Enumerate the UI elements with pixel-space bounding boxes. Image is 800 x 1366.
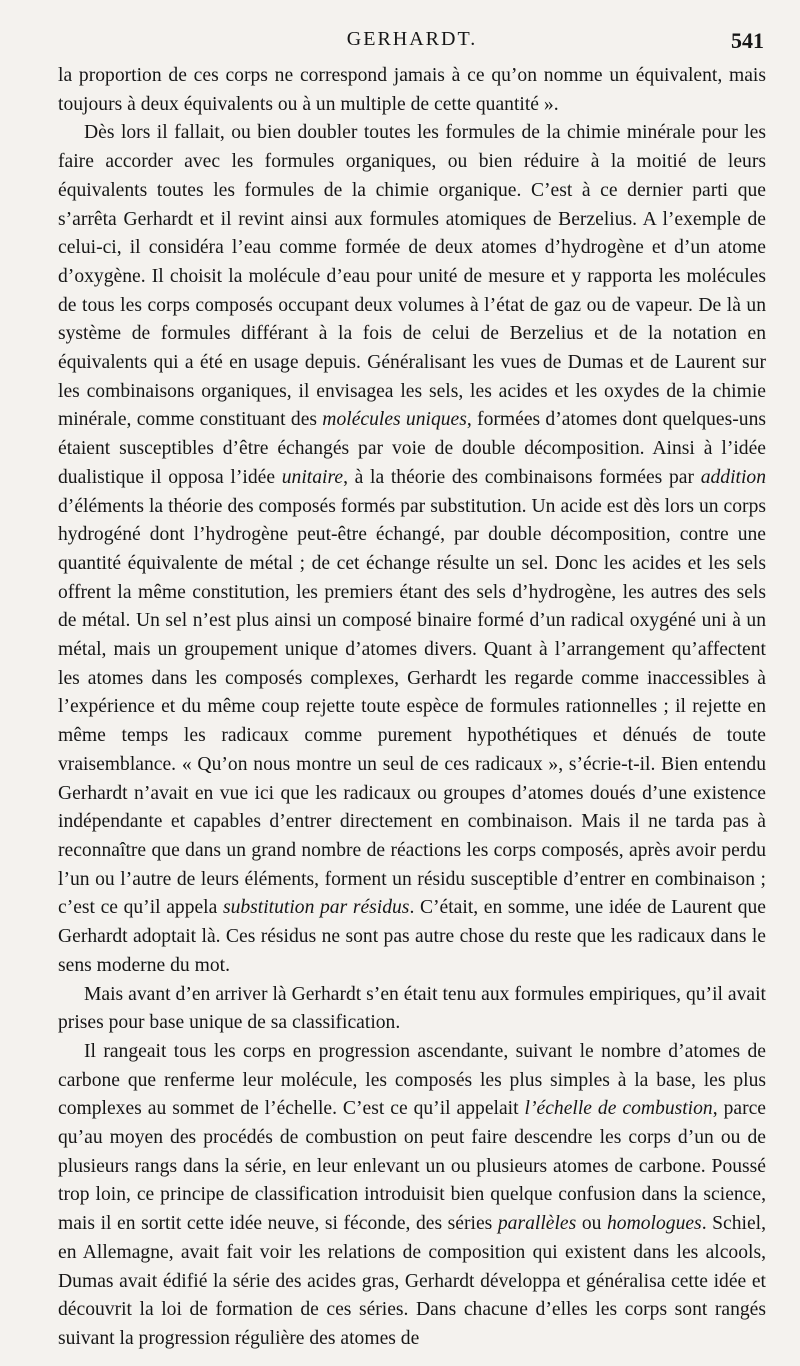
italic-segment: parallèles bbox=[497, 1213, 577, 1235]
italic-segment: addition bbox=[700, 466, 767, 488]
paragraph bbox=[58, 981, 766, 1038]
running-title: GERHARDT. bbox=[346, 28, 478, 50]
paragraph bbox=[58, 62, 766, 119]
text-segment: . C’était, en somme, une idée de Laurent que Gerhardt adoptait là. Ces résidus ne sont pas autre chose du reste que les radicaux dans le sens moderne du mot. bbox=[58, 897, 766, 976]
paragraph bbox=[58, 1038, 766, 1354]
page-number: 541 bbox=[731, 28, 764, 53]
text-segment: . Schiel, en Allemagne, avait fait voir les relations de composition qui existent dans les alcools, Dumas avait édifié la série des acides gras, Gerhardt développa et généralisa cette idée et découvrit la loi de formation de ces séries. Dans chacune d’elles les corps sont rangés suivant la progression régulière des atomes de bbox=[58, 1213, 767, 1349]
italic-segment: l’échelle de combustion bbox=[524, 1098, 713, 1120]
italic-segment: homologues bbox=[606, 1213, 702, 1235]
text-segment: Il rangeait tous les corps en progression ascendante, suivant le nombre d’atomes de carbone que renferme leur molécule, les composés les plus simples à la base, les plus complexes au sommet de l’échelle. C’est ce qu’il appelait bbox=[58, 1040, 766, 1120]
text-segment: Dès lors il fallait, ou bien doubler toutes les formules de la chimie minérale pour les faire accorder avec les formules organiques, ou bien réduire à la moitié de leurs équivalents toutes les formules de la chimie organique. C’est à ce dernier parti que s’arrêta Gerhardt et il revint ainsi aux formules atomiques de Berzelius. A l’exemple de celui-ci, il considéra l’eau comme formée de deux atomes d’hydrogène et d’un atome d’oxygène. Il choisit la molécule d’eau pour unité de mesure et y rapporta les molécules de tous les corps composés occupant deux volumes à l’état de gaz ou de vapeur. De là un système de formules différant à la fois de celui de Berzelius et de la notation en équivalents qui a été en usage depuis. Généralisant les vues de Dumas et de Laurent sur les combinaisons organiques, il envisagea les sels, les acides et les oxydes de la chimie minérale, comme constituant des bbox=[58, 122, 766, 431]
italic-segment: molécules uniques bbox=[322, 409, 467, 431]
text-segment: d’éléments la théorie des composés formés par substitution. Un acide est dès lors un corps hydrogéné dont l’hydrogène peut-être échangé, par double décomposition, contre une quantité équivalente de métal ; de cet échange résulte un sel. Donc les acides et les sels offrent la même constitution, les premiers étant des sels d’hydrogène, les autres des sels de métal. Un sel n’est plus ainsi un composé binaire formé d’un radical oxygéné uni à un métal, mais un groupement unique d’atomes divers. Quant à l’arrangement qu’affectent les atomes dans les composés complexes, Gerhardt les regarde comme inaccessibles à l’expérience et du même coup rejette toute espèce de formules rationnelles ; il rejette en même temps les radicaux comme purement hypothétiques et dénués de toute vraisemblance. « Qu’on nous montre un seul de ces radicaux », s’écrie-t-il. Bien entendu Gerhardt n’avait en vue ici que les radicaux ou groupes d’atomes doués d’une existence indépendante et capables d’entrer directement en combinaison. Mais il ne tarda pas à reconnaître que dans un grand nombre de réactions les corps composés, après avoir perdu l’un ou l’autre de leurs éléments, forment un résidu susceptible d’entrer en combinaison ; c’est ce qu’il appela bbox=[58, 495, 766, 919]
body-text bbox=[58, 62, 766, 1354]
italic-segment: unitaire bbox=[281, 466, 344, 488]
italic-segment: substitution par résidus bbox=[222, 897, 410, 919]
text-segment: ou bbox=[576, 1213, 607, 1235]
paragraph bbox=[58, 119, 766, 980]
text-segment: la proportion de ces corps ne correspond jamais à ce qu’on nomme un équivalent, mais toujours à deux équivalents ou à un multiple de cette quantité ». bbox=[58, 65, 766, 115]
text-segment: , parce qu’au moyen des procédés de combustion on peut faire descendre les corps d’un ou de plusieurs rangs dans la série, en leur enlevant un ou plusieurs atomes de carbone. Poussé trop loin, ce principe de classification introduisit bien quelque confusion dans la science, mais il en sortit cette idée neuve, si féconde, des séries bbox=[58, 1098, 766, 1235]
running-header bbox=[58, 22, 766, 62]
text-segment: , à la théorie des combinaisons formées par bbox=[343, 466, 701, 488]
text-segment: , formées d’atomes dont quelques-uns étaient susceptibles d’être échangés par voie de double décomposition. Ainsi à l’idée dualistique il opposa l’idée bbox=[58, 409, 767, 488]
text-segment: Mais avant d’en arriver là Gerhardt s’en était tenu aux formules empiriques, qu’il avait prises pour base unique de sa classification. bbox=[58, 983, 766, 1034]
